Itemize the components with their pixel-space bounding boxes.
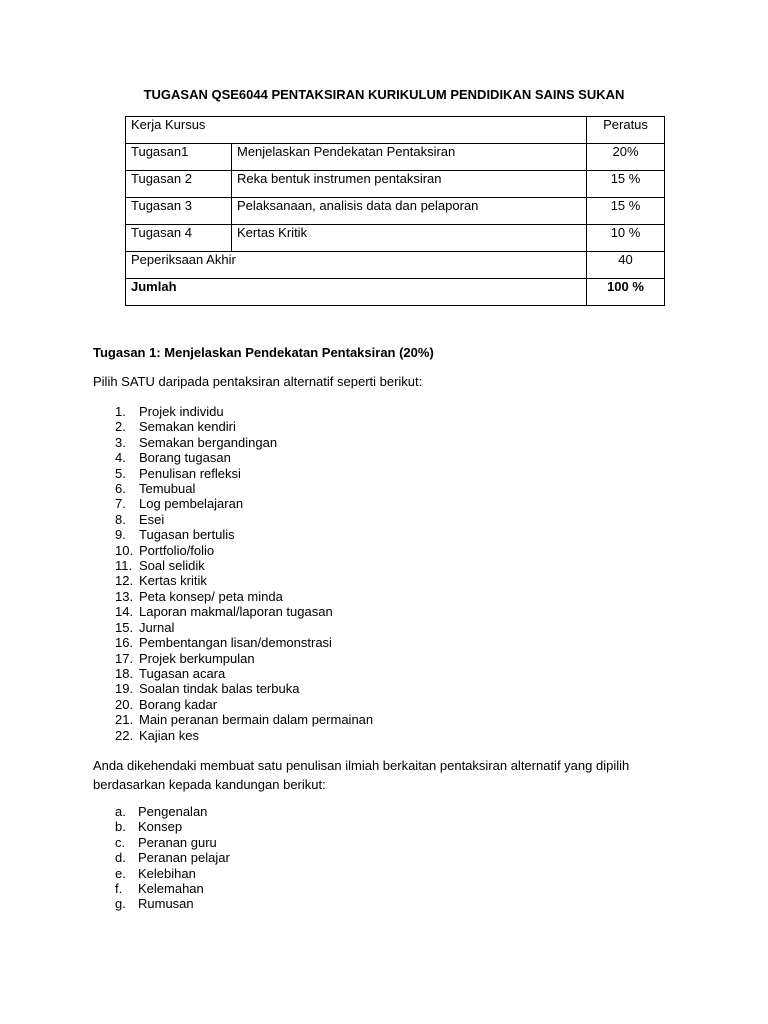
list-item-marker: 3. [115,434,126,450]
coursework-table [125,116,665,306]
list-item [93,866,230,881]
list-item [93,481,373,496]
total-label: Jumlah [126,279,587,306]
list-item [93,543,373,558]
list-item-marker: 5. [115,465,126,481]
list-item-marker: f. [115,881,123,897]
list-item [93,712,373,727]
list-item-text: Kajian kes [139,727,199,743]
total-percentage: 100 % [587,279,665,306]
list-item-text: Kelemahan [138,881,204,897]
task-code: Tugasan 4 [126,225,232,252]
list-item [93,804,230,819]
list-item-text: Konsep [138,819,183,835]
task-percentage: 20% [587,144,665,171]
list-item-text: Projek individu [139,404,224,419]
list-item [93,835,230,850]
list-item-marker: a. [115,804,126,819]
list-item-text: Temubual [139,481,196,497]
final-exam-label: Peperiksaan Akhir [126,252,587,279]
list-item-marker: 19. [115,681,134,697]
list-item-text: Pembentangan lisan/demonstrasi [139,635,332,651]
list-item-marker: 9. [115,527,126,543]
list-item-text: Jurnal [139,619,175,635]
list-item [93,466,373,481]
section-heading: Tugasan 1: Menjelaskan Pendekatan Pentaksiran (20%) [93,345,434,360]
list-item-marker: 12. [115,573,134,589]
table-row [126,198,665,225]
list-item [93,819,230,834]
list-item-text: Soalan tindak balas terbuka [139,681,300,697]
list-item-text: Kelebihan [138,865,196,881]
list-item [93,589,373,604]
list-item [93,404,373,419]
contents-list [93,804,230,912]
list-item-marker: 20. [115,696,134,712]
task-description: Pelaksanaan, analisis data dan pelaporan [232,198,587,225]
list-item [93,896,230,911]
task-percentage: 10 % [587,225,665,252]
task-percentage: 15 % [587,171,665,198]
list-item-text: Tugasan acara [139,665,226,681]
list-item-text: Penulisan refleksi [139,465,241,481]
list-item-marker: 14. [115,604,134,620]
header-peratus: Peratus [587,117,665,144]
list-item-marker: c. [115,834,126,850]
intro-text: Pilih SATU daripada pentaksiran alternatif seperti berikut: [93,374,423,389]
list-item-text: Semakan kendiri [139,419,236,435]
list-item-marker: e. [115,865,126,881]
alternatives-list [93,404,373,743]
list-item-marker: d. [115,850,126,866]
list-item-marker: 17. [115,650,134,666]
list-item [93,681,373,696]
list-item-text: Pengenalan [138,804,208,819]
list-item-text: Main peranan bermain dalam permainan [139,712,374,728]
list-item [93,666,373,681]
list-item-text: Tugasan bertulis [139,527,235,543]
table-header-row [126,117,665,144]
task-description: Reka bentuk instrumen pentaksiran [232,171,587,198]
list-item-marker: 13. [115,588,134,604]
header-kerja-kursus: Kerja Kursus [126,117,587,144]
task-code: Tugasan 3 [126,198,232,225]
list-item-marker: 18. [115,665,134,681]
list-item-text: Log pembelajaran [139,496,244,512]
list-item-marker: g. [115,896,126,912]
list-item-marker: 2. [115,419,126,435]
list-item-marker: b. [115,819,126,835]
list-item [93,604,373,619]
list-item [93,697,373,712]
list-item-marker: 1. [115,404,126,419]
list-item [93,496,373,511]
task-code: Tugasan 2 [126,171,232,198]
list-item-text: Peranan pelajar [138,850,230,866]
list-item-marker: 15. [115,619,134,635]
table-row [126,144,665,171]
list-item [93,558,373,573]
task-percentage: 15 % [587,198,665,225]
table-row [126,171,665,198]
list-item-marker: 6. [115,481,126,497]
document-title: TUGASAN QSE6044 PENTAKSIRAN KURIKULUM PENDIDIKAN SAINS SUKAN [143,87,625,102]
list-item [93,728,373,743]
list-item-text: Peranan guru [138,834,217,850]
list-item-text: Rumusan [138,896,194,912]
list-item [93,435,373,450]
list-item-text: Borang kadar [139,696,218,712]
task-description: Menjelaskan Pendekatan Pentaksiran [232,144,587,171]
total-row [126,279,665,306]
list-item [93,881,230,896]
list-item-text: Soal selidik [139,558,205,574]
final-exam-row [126,252,665,279]
list-item-marker: 7. [115,496,126,512]
list-item [93,635,373,650]
final-exam-percentage: 40 [587,252,665,279]
list-item-marker: 21. [115,712,134,728]
list-item-text: Semakan bergandingan [139,434,278,450]
list-item [93,419,373,434]
list-item [93,450,373,465]
list-item-text: Borang tugasan [139,450,231,466]
table-row [126,225,665,252]
task-description: Kertas Kritik [232,225,587,252]
list-item-marker: 11. [115,558,133,574]
task-code: Tugasan1 [126,144,232,171]
list-item-text: Peta konsep/ peta minda [139,588,283,604]
list-item-marker: 10. [115,542,134,558]
list-item [93,527,373,542]
list-item [93,620,373,635]
list-item-text: Esei [139,511,165,527]
instruction-text: Anda dikehendaki membuat satu penulisan ilmiah berkaitan pentaksiran alternatif yang dipilih berdasarkan kepada kandungan berikut: [93,758,630,792]
list-item-text: Laporan makmal/laporan tugasan [139,604,333,620]
list-item [93,651,373,666]
list-item-text: Kertas kritik [139,573,207,589]
list-item-text: Projek berkumpulan [139,650,255,666]
list-item [93,573,373,588]
list-item-marker: 4. [115,450,126,466]
list-item [93,512,373,527]
list-item-marker: 22. [115,727,134,743]
list-item-text: Portfolio/folio [139,542,215,558]
list-item [93,850,230,865]
list-item-marker: 16. [115,635,134,651]
list-item-marker: 8. [115,511,126,527]
